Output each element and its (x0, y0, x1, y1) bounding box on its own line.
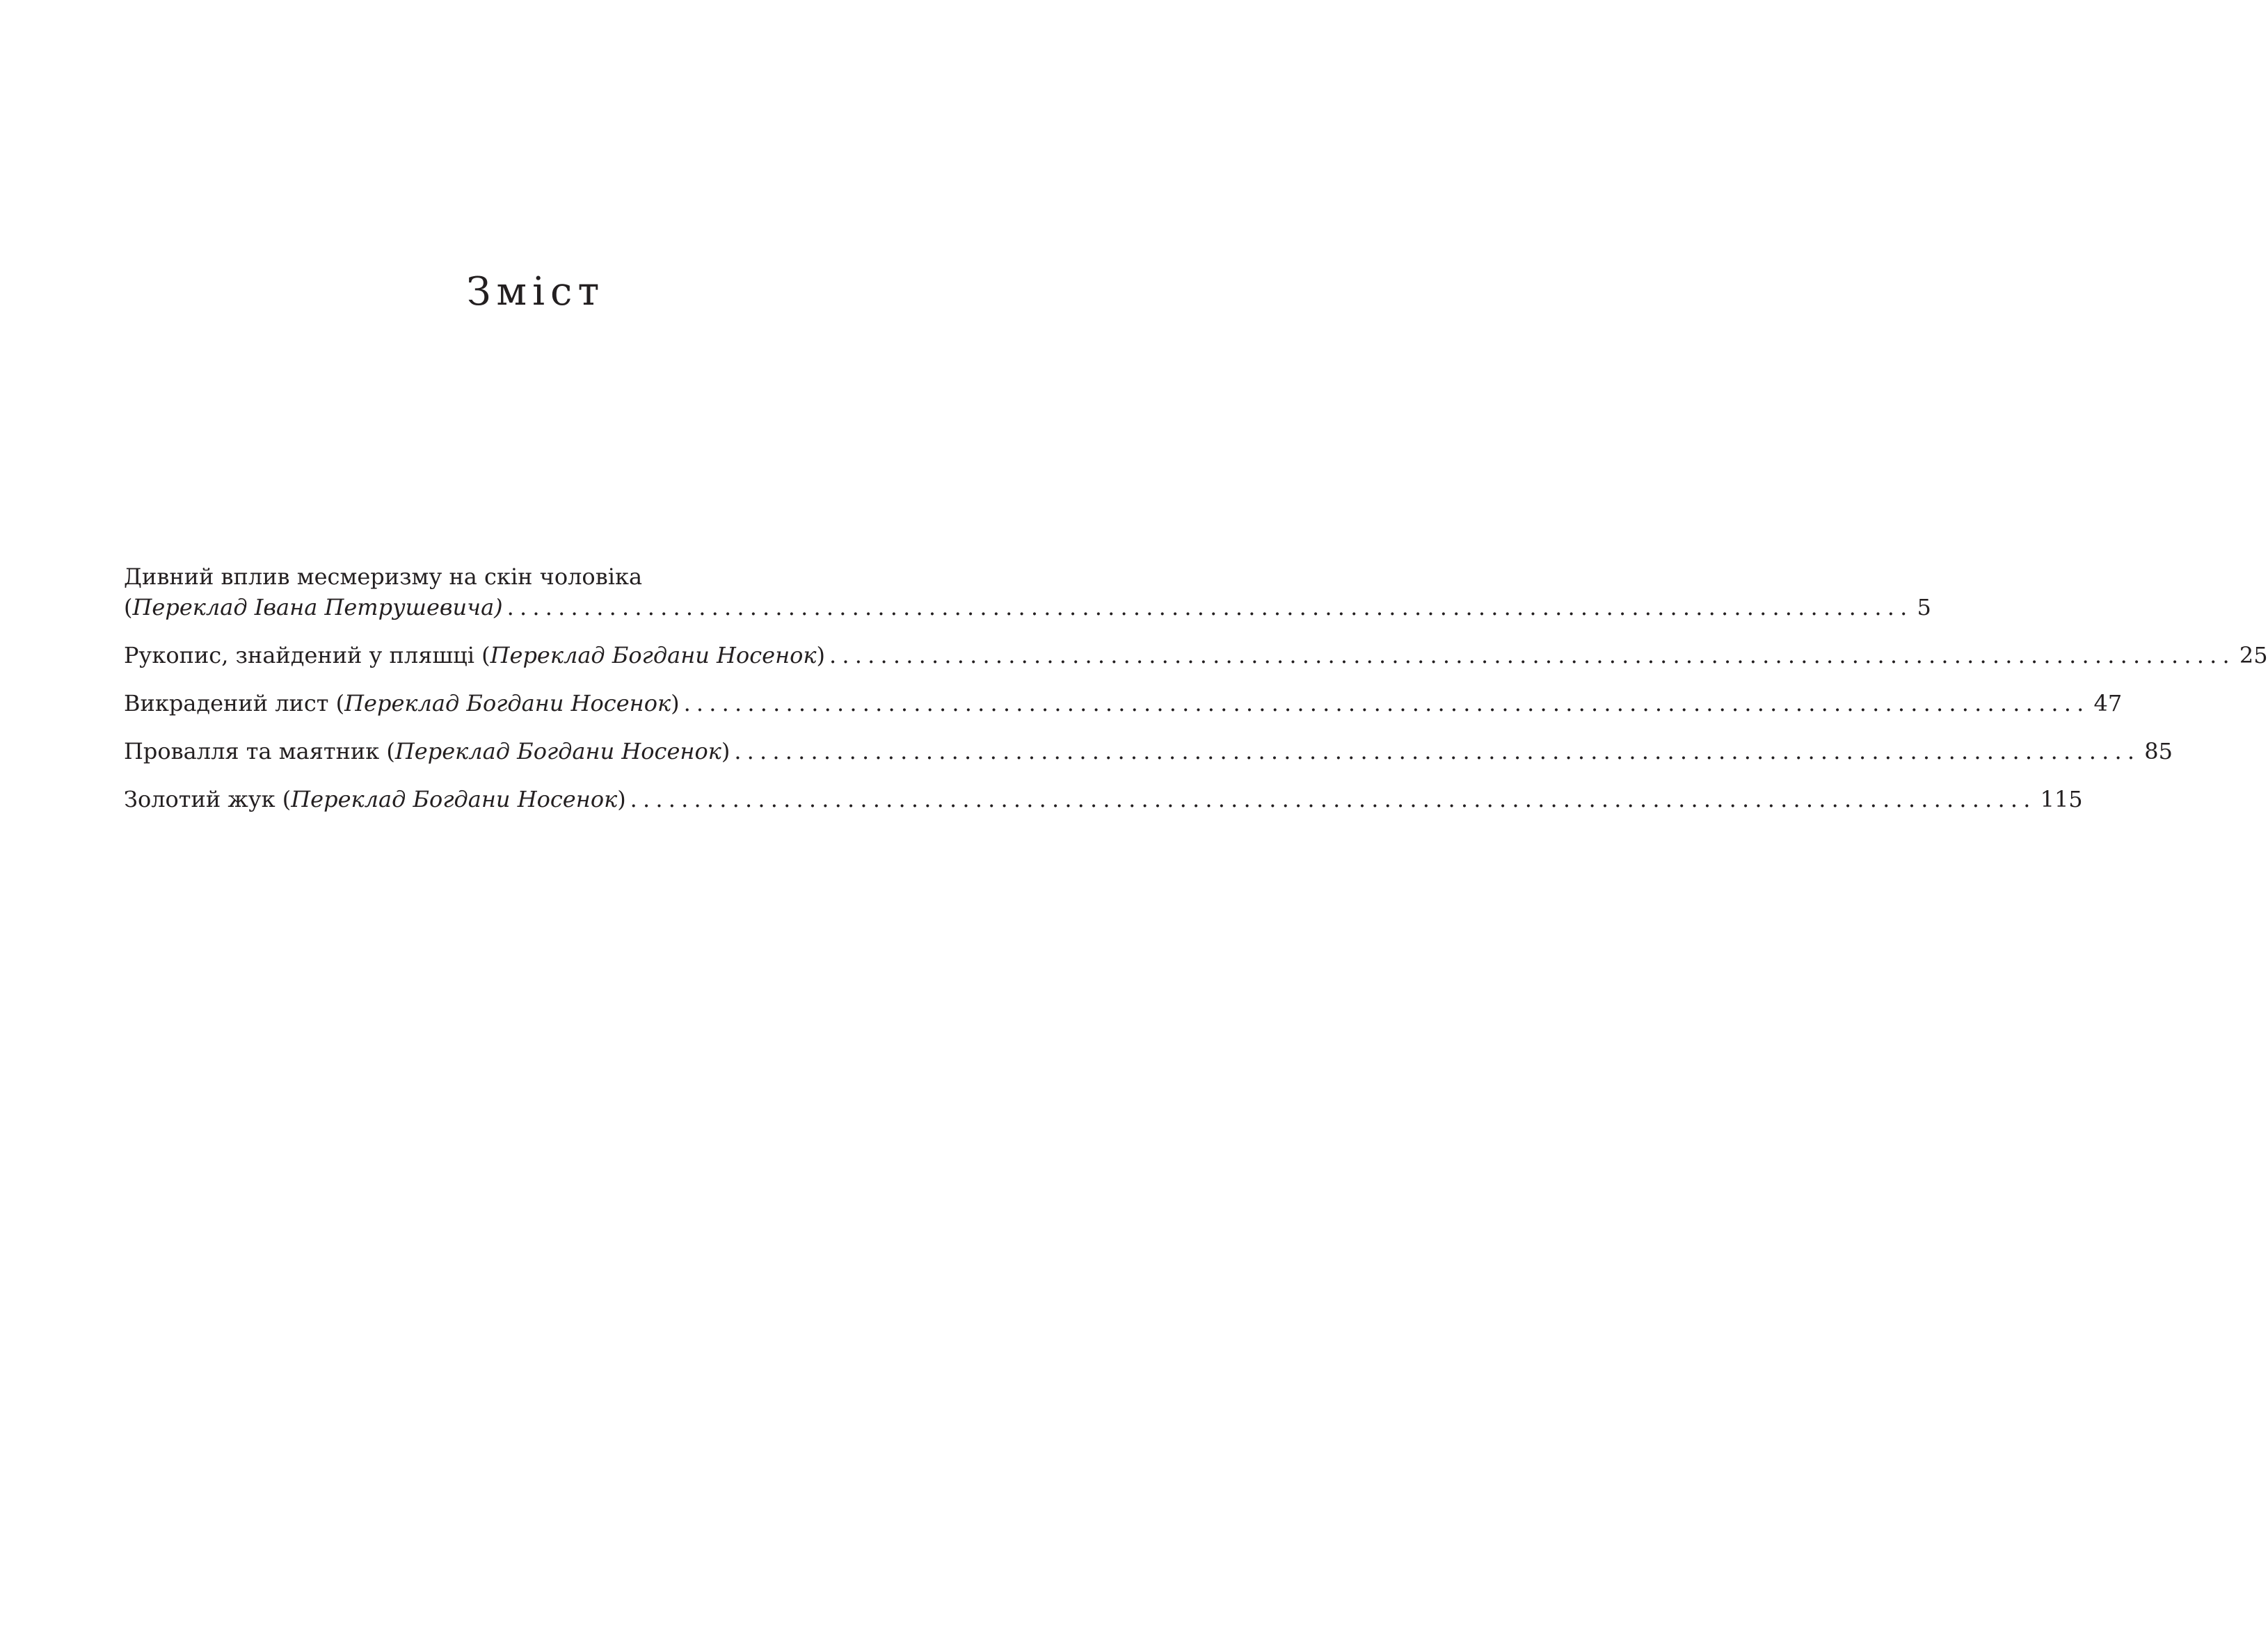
toc-entry-text (124, 688, 680, 719)
toc-entry-translator-line (124, 592, 1931, 623)
close-paren: ) (617, 786, 626, 812)
dot-leader: .............................................................................................................. (683, 690, 2090, 716)
toc-entry-page-number: 25 (2239, 642, 2268, 668)
toc-entry-translator: Переклад Богдани Носенок (291, 786, 618, 812)
open-paren: ( (124, 594, 133, 620)
toc-entry-page-number: 5 (1917, 594, 1931, 620)
toc-entry-text (124, 784, 626, 815)
toc-entry-translator: Переклад Богдани Носенок (394, 738, 721, 764)
dot-leader: .............................................................................................................. (506, 594, 1913, 620)
dot-leader: .............................................................................................................. (630, 786, 2036, 812)
toc-entry-2[interactable] (124, 640, 2268, 671)
open-paren: ( (335, 690, 345, 716)
toc-entry-line (124, 688, 2123, 719)
toc-entry-line (124, 736, 2173, 767)
toc-entry-text (124, 736, 730, 767)
page-title: Зміст (466, 269, 605, 314)
table-of-contents (124, 561, 2268, 815)
toc-entry-title: Рукопис, знайдений у пляшці (124, 642, 482, 668)
toc-entry-5[interactable] (124, 784, 2083, 815)
toc-entry-page-number: 115 (2040, 786, 2083, 812)
open-paren: ( (282, 786, 292, 812)
toc-entry-translator-group (124, 592, 503, 623)
toc-entry-title: Дивний вплив месмеризму на скін чоловіка (124, 563, 643, 590)
close-paren: ) (671, 690, 680, 716)
open-paren: ( (386, 738, 395, 764)
toc-entry-translator: Переклад Івана Петрушевича) (132, 594, 503, 620)
toc-entry-translator: Переклад Богдани Носенок (344, 690, 671, 716)
toc-entry-1[interactable] (124, 561, 1931, 623)
toc-entry-line (124, 640, 2268, 671)
dot-leader: .............................................................................................................. (734, 738, 2141, 764)
toc-entry-line (124, 784, 2083, 815)
toc-entry-title: Викрадений лист (124, 690, 336, 716)
toc-entry-page-number: 85 (2144, 738, 2173, 764)
toc-entry-title: Провалля та маятник (124, 738, 387, 764)
toc-entry-page-number: 47 (2093, 690, 2123, 716)
toc-entry-title: Золотий жук (124, 786, 282, 812)
toc-entry-4[interactable] (124, 736, 2173, 767)
close-paren: ) (721, 738, 730, 764)
dot-leader: .............................................................................................................. (829, 642, 2235, 668)
close-paren: ) (816, 642, 826, 668)
toc-entry-translator: Переклад Богдани Носенок (490, 642, 817, 668)
toc-entry-title-line (124, 561, 943, 592)
toc-entry-3[interactable] (124, 688, 2123, 719)
toc-entry-text (124, 640, 825, 671)
open-paren: ( (481, 642, 490, 668)
